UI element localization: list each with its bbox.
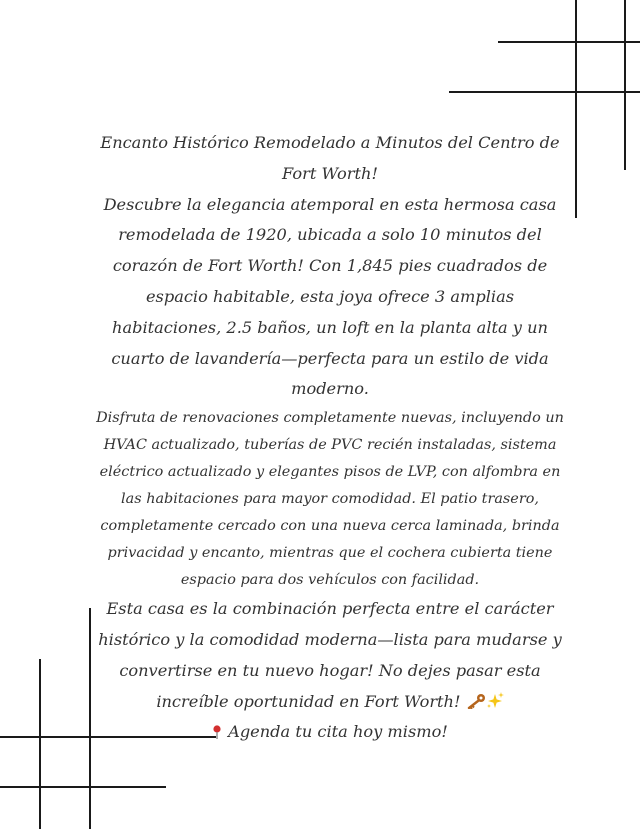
deco-line-bottom-vertical — [39, 659, 41, 829]
cta-text: Agenda tu cita hoy mismo! — [228, 722, 448, 742]
call-to-action — [96, 717, 564, 748]
deco-line-top-vertical-2 — [624, 0, 626, 170]
key-icon — [466, 689, 486, 705]
deco-line-bottom-horizontal-2 — [0, 786, 166, 788]
sparkles-icon — [486, 690, 504, 708]
pushpin-icon — [212, 719, 222, 733]
closing-text: Esta casa es la combinación perfecta entre el carácter histórico y la comodidad moderna—lista para mudarse y convertirse en tu nuevo hogar! No dejes pasar esta increíble oportunidad en Fort Worth! — [98, 599, 562, 711]
deco-line-bottom-vertical-2 — [89, 608, 91, 829]
listing-title: Encanto Histórico Remodelado a Minutos del Centro de Fort Worth! — [100, 133, 560, 183]
deco-line-top-horizontal-2 — [449, 91, 640, 93]
deco-line-top-horizontal — [498, 41, 640, 43]
listing-description — [96, 128, 564, 748]
closing-paragraph — [96, 594, 564, 717]
renovations-paragraph: Disfruta de renovaciones completamente nuevas, incluyendo un HVAC actualizado, tuberías de PVC recién instaladas, sistema eléctrico actualizado y elegantes pisos de LVP, con alfombra en las habitaciones para mayor comodidad. El patio trasero, completamente cercado con una nueva cerca laminada, brinda privacidad y encanto, mientras que el cochera cubierta tiene espacio para dos vehículos con facilidad. — [96, 410, 564, 589]
intro-paragraph: Descubre la elegancia atemporal en esta hermosa casa remodelada de 1920, ubicada a solo 10 minutos del corazón de Fort Worth! Con 1,845 pies cuadrados de espacio habitable, esta joya ofrece 3 amplias habitaciones, 2.5 baños, un loft en la planta alta y un cuarto de lavandería—perfecta para un estilo de vida moderno. — [103, 194, 557, 399]
deco-line-top-vertical — [575, 0, 577, 218]
